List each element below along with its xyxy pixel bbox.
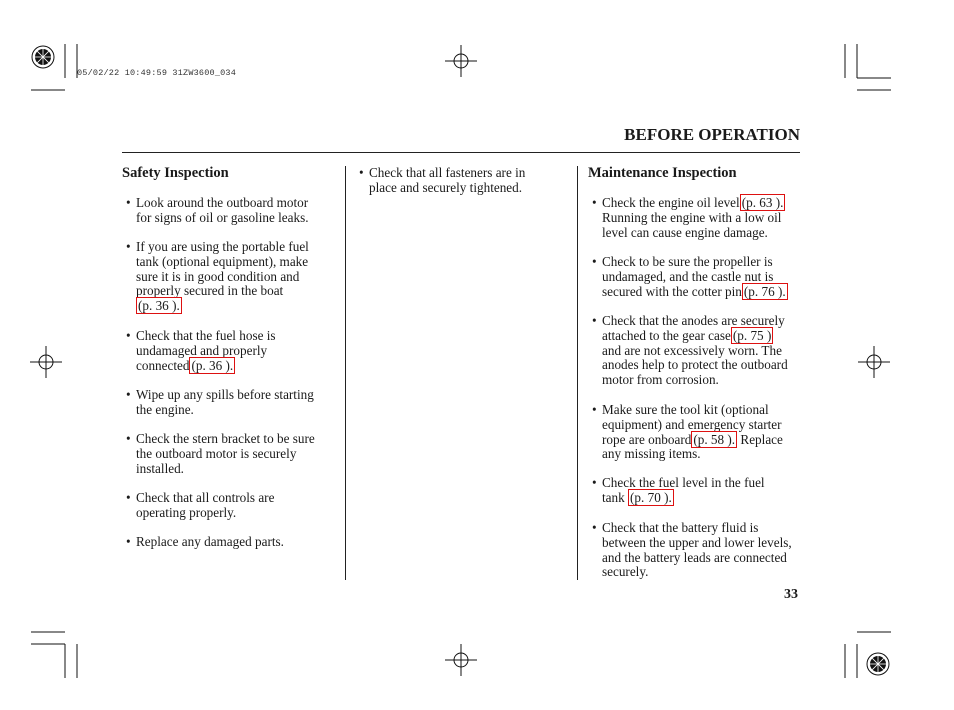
list-item: • If you are using the portable fuel tank (optional equipment), make sure it is in good condition and properly secured in the boat (p. 36 ). <box>122 240 309 314</box>
page-reference-link[interactable]: (p. 76 ). <box>743 283 786 299</box>
list-item: • Wipe up any spills before starting the engine. <box>122 388 314 418</box>
page-reference-link[interactable]: (p. 63 ). <box>741 195 784 210</box>
column-divider-right <box>577 166 578 580</box>
page-reference-link[interactable]: (p. 75 ) <box>732 327 772 343</box>
list-item: • Check that the anodes are securely attached to the gear case (p. 75 ) and are not excessively worn. The anodes help to protect the outboard motor from corrosion. <box>588 314 788 388</box>
list-item: • Look around the outboard motor for signs of oil or gasoline leaks. <box>122 196 309 226</box>
maintenance-heading: Maintenance Inspection <box>588 165 737 181</box>
list-item: • Replace any damaged parts. <box>122 535 284 550</box>
page-title: BEFORE OPERATION <box>624 125 800 144</box>
page-number: 33 <box>784 587 798 602</box>
page-reference-link[interactable]: (p. 58 ). <box>693 431 736 447</box>
print-timestamp: 05/02/22 10:49:59 31ZW3600_034 <box>77 68 237 78</box>
list-item: • Check that the battery fluid is between the upper and lower levels, and the battery leads are connected securely. <box>588 521 792 580</box>
list-item: • Check the engine oil level (p. 63 ). Running the engine with a low oil level can cause engine damage. <box>588 196 785 240</box>
list-item: • Make sure the tool kit (optional equipment) and emergency starter rope are onboard (p. 58 ). Replace any missing items. <box>588 403 783 462</box>
list-item: • Check the stern bracket to be sure the outboard motor is securely installed. <box>122 432 315 476</box>
list-item: • Check that all fasteners are in place and securely tightened. <box>355 166 525 196</box>
page-reference-link[interactable]: (p. 70 ). <box>630 489 672 505</box>
list-item: • Check the fuel level in the fuel tank (p. 70 ). <box>588 476 765 506</box>
page-reference-link[interactable]: (p. 36 ). <box>191 357 234 373</box>
safety-heading: Safety Inspection <box>122 165 229 181</box>
list-item: • Check that the fuel hose is undamaged and properly connected (p. 36 ). <box>122 329 276 373</box>
list-item: • Check that all controls are operating properly. <box>122 491 274 521</box>
list-item: • Check to be sure the propeller is undamaged, and the castle nut is secured with the cotter pin (p. 76 ). <box>588 255 788 299</box>
header-rule <box>122 152 800 153</box>
page-reference-link[interactable]: (p. 36 ). <box>138 298 180 314</box>
column-divider-left <box>345 166 346 580</box>
